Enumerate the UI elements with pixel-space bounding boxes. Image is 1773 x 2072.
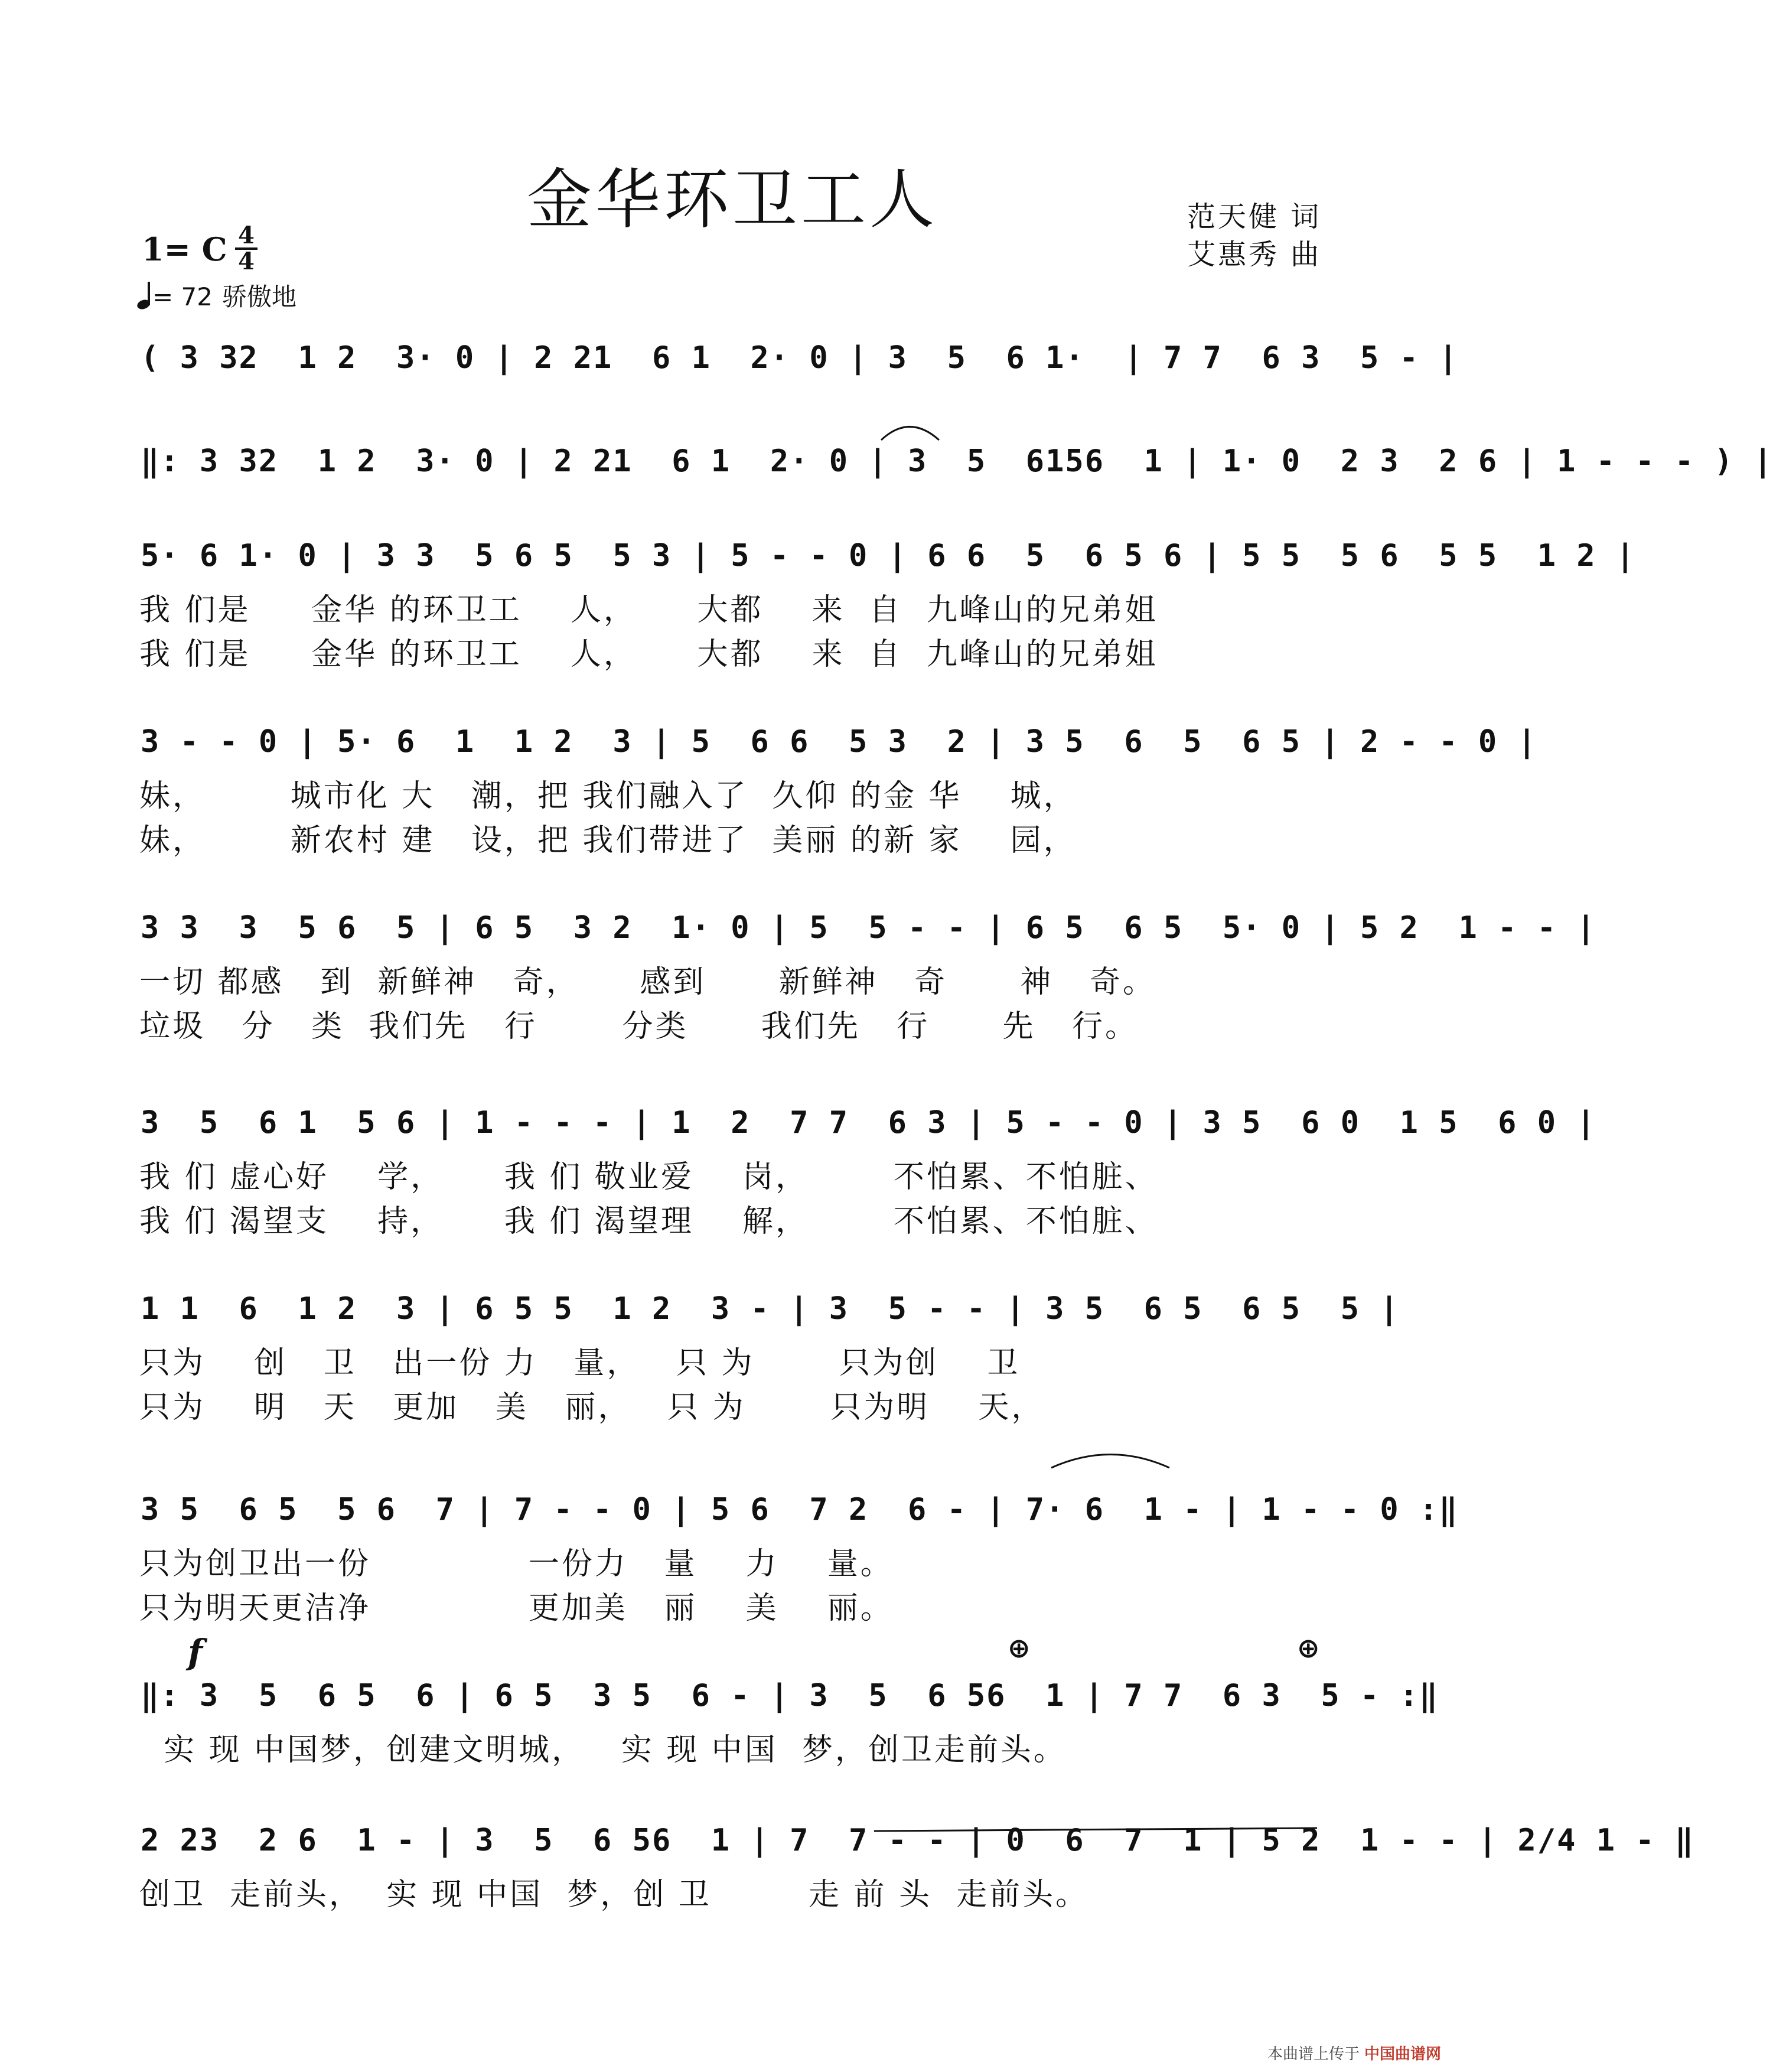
notation-line: 3 5 6 1 5 6 | 1 - - - | 1 2 7 7 6 3 | 5 - - 0 | 3 5 6 0 1 5 6 0 | <box>141 1105 1596 1141</box>
lyricist-credit: 范天健 词 <box>1187 200 1322 233</box>
lyric-verse-1: 创卫 走前头， 实 现 中国 梦，创 卫 走 前 头 走前头。 <box>139 1877 1089 1913</box>
lyric-verse-1: 我 们 虚心好 学， 我 们 敬业爱 岗， 不怕累、不怕脏、 <box>139 1159 1158 1195</box>
dynamic-forte: f <box>188 1632 203 1672</box>
lyric-verse-2: 垃圾 分 类 我们先 行 分类 我们先 行 先 行。 <box>139 1009 1139 1044</box>
notation-line: 3 3 3 5 6 5 | 6 5 3 2 1· 0 | 5 5 - - | 6 5 6 5 5· 0 | 5 2 1 - - | <box>141 910 1596 946</box>
slur <box>1051 1455 1169 1468</box>
lyric-verse-2: 我 们 渴望支 持， 我 们 渴望理 解， 不怕累、不怕脏、 <box>139 1204 1158 1239</box>
tempo-expression: 骄傲地 <box>222 282 297 311</box>
lyric-verse-1: 实 现 中国梦，创建文明城， 实 现 中国 梦，创卫走前头。 <box>139 1732 1067 1768</box>
lyric-verse-1: 我 们是 金华 的环卫工 人， 大都 来 自 九峰山的兄弟姐 <box>139 592 1158 628</box>
notation-line: ‖: 3 5 6 5 6 | 6 5 3 5 6 - | 3 5 6 56 1 | 7 7 6 3 5 - :‖ <box>141 1678 1439 1713</box>
watermark-brand: 中国曲谱网 <box>1364 2045 1441 2063</box>
notation-line: ( 3 32 1 2 3· 0 | 2 21 6 1 2· 0 | 3 5 6 1· | 7 7 6 3 5 - | <box>141 340 1459 376</box>
time-signature-top: 4 <box>238 221 255 249</box>
lyric-verse-2: 只为明天更洁净 更加美 丽 美 丽。 <box>139 1591 894 1626</box>
lyric-verse-1: 一切 都感 到 新鲜神 奇， 感到 新鲜神 奇 神 奇。 <box>139 965 1156 1000</box>
notation-line: 3 5 6 5 5 6 7 | 7 - - 0 | 5 6 7 2 6 - | 7· 6 1 - | 1 - - 0 :‖ <box>141 1492 1459 1527</box>
notation-line: ‖: 3 32 1 2 3· 0 | 2 21 6 1 2· 0 | 3 5 6156 1 | 1· 0 2 3 2 6 | 1 - - - ) | <box>141 444 1773 479</box>
notation-line: 1 1 6 1 2 3 | 6 5 5 1 2 3 - | 3 5 - - | 3 5 6 5 6 5 5 | <box>141 1291 1400 1327</box>
composer-credit: 艾惠秀 曲 <box>1187 238 1322 271</box>
coda-sign-icon: ⊕ <box>1297 1632 1320 1664</box>
lyric-verse-1: 只为创卫出一份 一份力 量 力 量。 <box>139 1546 894 1582</box>
volta-line <box>874 1828 1317 1831</box>
notation-line: 5· 6 1· 0 | 3 3 5 6 5 5 3 | 5 - - 0 | 6 6 5 6 5 6 | 5 5 5 6 5 5 1 2 | <box>141 538 1636 574</box>
lyric-verse-2: 只为 明 天 更加 美 丽， 只 为 只为明 天， <box>139 1390 1045 1425</box>
time-signature-bottom: 4 <box>238 247 255 275</box>
lyric-verse-2: 我 们是 金华 的环卫工 人， 大都 来 自 九峰山的兄弟姐 <box>139 637 1158 672</box>
page-title: 金华环卫工人 <box>527 162 938 237</box>
coda-sign-icon: ⊕ <box>1008 1632 1031 1664</box>
slur <box>881 427 939 441</box>
notation-line: 2 23 2 6 1 - | 3 5 6 56 1 | 7 7 - - | 0 6 7 1 | 5 2 1 - - | 2/4 1 - ‖ <box>141 1823 1695 1858</box>
lyric-verse-1: 只为 创 卫 出一份 力 量， 只 为 只为创 卫 <box>139 1346 1021 1381</box>
watermark <box>1267 2042 1441 2064</box>
tempo-value: = 72 <box>152 282 213 311</box>
watermark-text: 本曲谱上传于 <box>1267 2045 1360 2063</box>
lyric-verse-1: 妹， 城市化 大 潮，把 我们融入了 久仰 的金 华 城， <box>139 778 1077 814</box>
lyric-verse-2: 妹， 新农村 建 设，把 我们带进了 美丽 的新 家 园， <box>139 823 1077 858</box>
notation-line: 3 - - 0 | 5· 6 1 1 2 3 | 5 6 6 5 3 2 | 3 5 6 5 6 5 | 2 - - 0 | <box>141 724 1537 760</box>
key-signature: 1= C <box>142 230 227 268</box>
